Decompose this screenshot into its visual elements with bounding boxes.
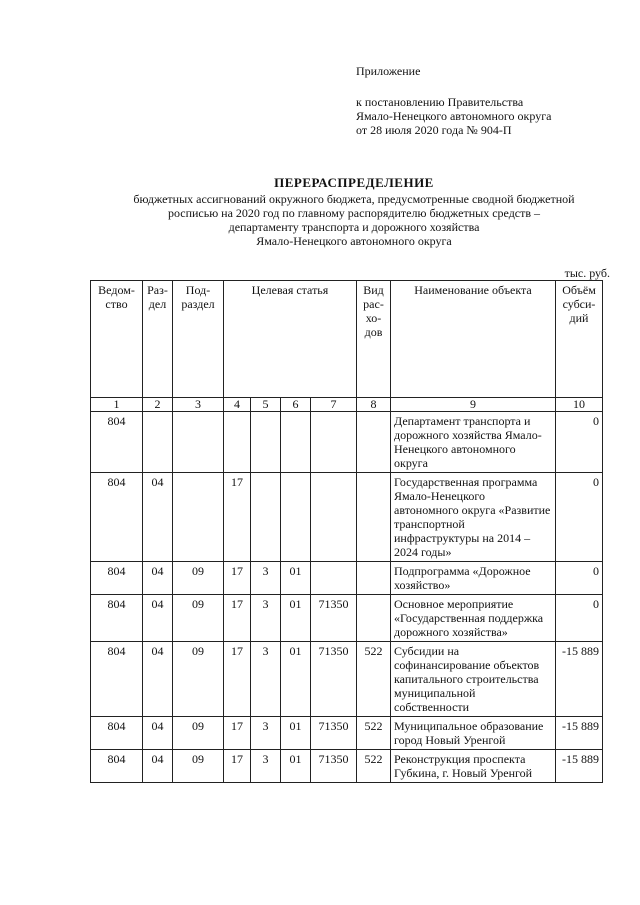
appendix-line-3: от 28 июля 2020 года № 904-П [356, 123, 512, 137]
cell-object-name: Государственная программа Ямало-Ненецкого автономного округа «Развитие транспортной инфраструктуры на 2014 – 2024 годы» [391, 473, 556, 562]
cell-department: 804 [91, 717, 143, 750]
cell-target-measure [281, 473, 311, 562]
cell-subsection: 09 [173, 562, 224, 595]
cell-amount: 0 [556, 562, 603, 595]
cell-target-program: 17 [224, 595, 251, 642]
cell-target-subprogram: 3 [251, 595, 281, 642]
title-line-2: росписью на 2020 год по главному распорядителю бюджетных средств – [167, 206, 541, 220]
cell-target-program: 17 [224, 717, 251, 750]
header-expense-type: Вид рас-хо-дов [357, 281, 391, 398]
cell-target-program: 17 [224, 562, 251, 595]
cell-target-direction [311, 562, 357, 595]
cell-target-direction: 71350 [311, 642, 357, 717]
cell-target-measure: 01 [281, 562, 311, 595]
budget-table [90, 280, 603, 783]
cell-target-program: 17 [224, 642, 251, 717]
cell-subsection: 09 [173, 595, 224, 642]
cell-department: 804 [91, 473, 143, 562]
cell-expense-type [357, 412, 391, 473]
table-row [91, 412, 603, 473]
table-row [91, 750, 603, 783]
cell-amount: -15 889 [556, 717, 603, 750]
cell-department: 804 [91, 595, 143, 642]
cell-object-name: Подпрограмма «Дорожное хозяйство» [391, 562, 556, 595]
cell-department: 804 [91, 642, 143, 717]
cell-subsection [173, 473, 224, 562]
title-line-1: бюджетных ассигнований окружного бюджета, предусмотренные сводной бюджетной [133, 192, 575, 206]
cell-target-measure: 01 [281, 595, 311, 642]
cell-object-name: Субсидии на софинансирование объектов капитального строительства муниципальной собственности [391, 642, 556, 717]
cell-section: 04 [143, 473, 173, 562]
column-number: 8 [357, 398, 391, 412]
cell-subsection: 09 [173, 717, 224, 750]
table-row [91, 562, 603, 595]
cell-target-subprogram: 3 [251, 750, 281, 783]
column-number: 6 [281, 398, 311, 412]
column-number-row [91, 398, 603, 412]
title-block [90, 176, 618, 248]
cell-object-name: Департамент транспорта и дорожного хозяйства Ямало-Ненецкого автономного округа [391, 412, 556, 473]
cell-expense-type [357, 595, 391, 642]
units-label: тыс. руб. [564, 266, 610, 280]
cell-target-subprogram: 3 [251, 562, 281, 595]
cell-subsection: 09 [173, 642, 224, 717]
header-amount: Объём субси-дий [556, 281, 603, 398]
header-department: Ведом-ство [91, 281, 143, 398]
cell-object-name: Основное мероприятие «Государственная поддержка дорожного хозяйства» [391, 595, 556, 642]
cell-amount: 0 [556, 473, 603, 562]
column-number: 10 [556, 398, 603, 412]
cell-section: 04 [143, 717, 173, 750]
cell-expense-type [357, 473, 391, 562]
cell-section: 04 [143, 595, 173, 642]
document-title: ПЕРЕРАСПРЕДЕЛЕНИЕ [274, 175, 434, 190]
header-object-name: Наименование объекта [391, 281, 556, 398]
cell-target-subprogram [251, 412, 281, 473]
cell-section: 04 [143, 642, 173, 717]
cell-amount: -15 889 [556, 750, 603, 783]
cell-target-subprogram: 3 [251, 717, 281, 750]
column-number: 1 [91, 398, 143, 412]
cell-section [143, 412, 173, 473]
cell-target-measure: 01 [281, 750, 311, 783]
column-number: 2 [143, 398, 173, 412]
cell-target-direction [311, 473, 357, 562]
cell-target-measure: 01 [281, 717, 311, 750]
cell-amount: 0 [556, 412, 603, 473]
column-number: 5 [251, 398, 281, 412]
appendix-label: Приложение [356, 64, 421, 78]
cell-section: 04 [143, 750, 173, 783]
cell-target-measure [281, 412, 311, 473]
cell-target-direction [311, 412, 357, 473]
table-row [91, 595, 603, 642]
cell-target-direction: 71350 [311, 750, 357, 783]
title-line-4: Ямало-Ненецкого автономного округа [256, 234, 452, 248]
header-subsection: Под-раздел [173, 281, 224, 398]
column-number: 3 [173, 398, 224, 412]
cell-expense-type: 522 [357, 717, 391, 750]
cell-target-subprogram [251, 473, 281, 562]
table-row [91, 473, 603, 562]
cell-section: 04 [143, 562, 173, 595]
appendix-line-2: Ямало-Ненецкого автономного округа [356, 109, 552, 123]
header-row [91, 281, 603, 398]
cell-target-measure: 01 [281, 642, 311, 717]
table-row [91, 717, 603, 750]
cell-department: 804 [91, 562, 143, 595]
header-section: Раз-дел [143, 281, 173, 398]
title-line-3: департаменту транспорта и дорожного хозяйства [228, 220, 480, 234]
cell-target-direction: 71350 [311, 595, 357, 642]
header-target-article: Целевая статья [224, 281, 357, 398]
cell-object-name: Муниципальное образование город Новый Уренгой [391, 717, 556, 750]
cell-target-program [224, 412, 251, 473]
cell-department: 804 [91, 412, 143, 473]
cell-expense-type: 522 [357, 750, 391, 783]
cell-object-name: Реконструкция проспекта Губкина, г. Новый Уренгой [391, 750, 556, 783]
cell-amount: 0 [556, 595, 603, 642]
table-row [91, 642, 603, 717]
cell-target-direction: 71350 [311, 717, 357, 750]
cell-target-program: 17 [224, 750, 251, 783]
cell-target-program: 17 [224, 473, 251, 562]
cell-subsection: 09 [173, 750, 224, 783]
cell-target-subprogram: 3 [251, 642, 281, 717]
cell-expense-type: 522 [357, 642, 391, 717]
column-number: 9 [391, 398, 556, 412]
column-number: 7 [311, 398, 357, 412]
cell-department: 804 [91, 750, 143, 783]
cell-subsection [173, 412, 224, 473]
cell-expense-type [357, 562, 391, 595]
cell-amount: -15 889 [556, 642, 603, 717]
appendix-line-1: к постановлению Правительства [356, 95, 524, 109]
column-number: 4 [224, 398, 251, 412]
